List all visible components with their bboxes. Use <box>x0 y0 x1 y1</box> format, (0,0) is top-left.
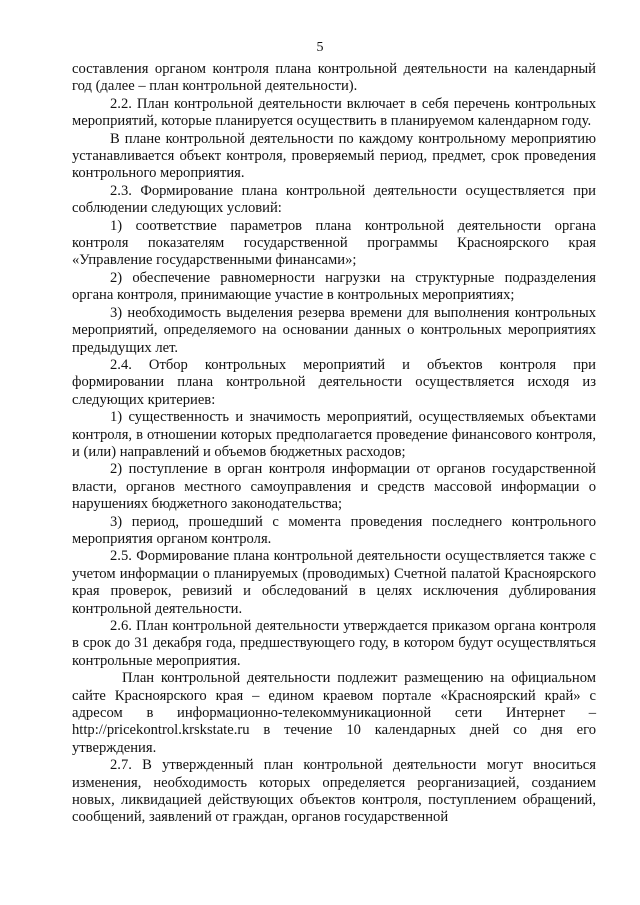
paragraph-2-5: 2.5. Формирование плана контрольной деятельности осуществляется также с учетом информации о планируемых (проводимых) Счетной палатой Красноярского края проверок, ревизий и обследований в целях исключения дублирования контрольной деятельности. <box>72 548 596 617</box>
document-body <box>72 61 596 827</box>
condition-item-1: 1) соответствие параметров плана контрольной деятельности органа контроля показателям государственной программы Красноярского края «Управление государственными финансами»; <box>72 217 596 269</box>
paragraph-plan-content: В плане контрольной деятельности по каждому контрольному мероприятию устанавливается объект контроля, проверяемый период, предмет, срок проведения контрольного мероприятия. <box>72 130 596 182</box>
condition-item-2: 2) обеспечение равномерности нагрузки на структурные подразделения органа контроля, принимающие участие в контрольных мероприятиях; <box>72 269 596 304</box>
paragraph-publication: План контрольной деятельности подлежит размещению на официальном сайте Красноярского края – едином краевом портале «Красноярский край» с адресом в информационно-телекоммуникационной сети Интернет – http://pricekontrol.krskstate.ru в течение 10 календарных дней со дня его утверждения. <box>72 670 596 756</box>
criteria-item-3: 3) период, прошедший с момента проведения последнего контрольного мероприятия органом контроля. <box>72 513 596 547</box>
criteria-item-1: 1) существенность и значимость мероприятий, осуществляемых объектами контроля, в отношении которых предполагается проведение финансового контроля, и (или) направлений и объемов бюджетных расходов; <box>72 409 596 460</box>
paragraph-continuation: составления органом контроля плана контрольной деятельности на календарный год (далее – план контрольной деятельности). <box>72 61 596 95</box>
criteria-item-2: 2) поступление в орган контроля информации от органов государственной власти, органов местного самоуправления и средств массовой информации о нарушениях бюджетного законодательства; <box>72 461 596 513</box>
paragraph-2-4: 2.4. Отбор контрольных мероприятий и объектов контроля при формировании плана контрольной деятельности осуществляется исходя из следующих критериев: <box>72 356 596 408</box>
condition-item-3: 3) необходимость выделения резерва времени для выполнения контрольных мероприятий, определяемого на основании данных о контрольных мероприятиях предыдущих лет. <box>72 304 596 356</box>
paragraph-2-2: 2.2. План контрольной деятельности включает в себя перечень контрольных мероприятий, которые планируется осуществить в планируемом календарном году. <box>72 95 596 130</box>
paragraph-2-6: 2.6. План контрольной деятельности утверждается приказом органа контроля в срок до 31 декабря года, предшествующего году, в котором будут осуществляться контрольные мероприятия. <box>72 618 596 669</box>
paragraph-2-3: 2.3. Формирование плана контрольной деятельности осуществляется при соблюдении следующих условий: <box>72 182 596 217</box>
paragraph-2-7: 2.7. В утвержденный план контрольной деятельности могут вноситься изменения, необходимость которых определяется реорганизацией, созданием новых, ликвидацией действующих объектов контроля, поступлением обращений, сообщений, заявлений от граждан, органов государственной <box>72 757 596 826</box>
page-number: 5 <box>316 40 324 55</box>
